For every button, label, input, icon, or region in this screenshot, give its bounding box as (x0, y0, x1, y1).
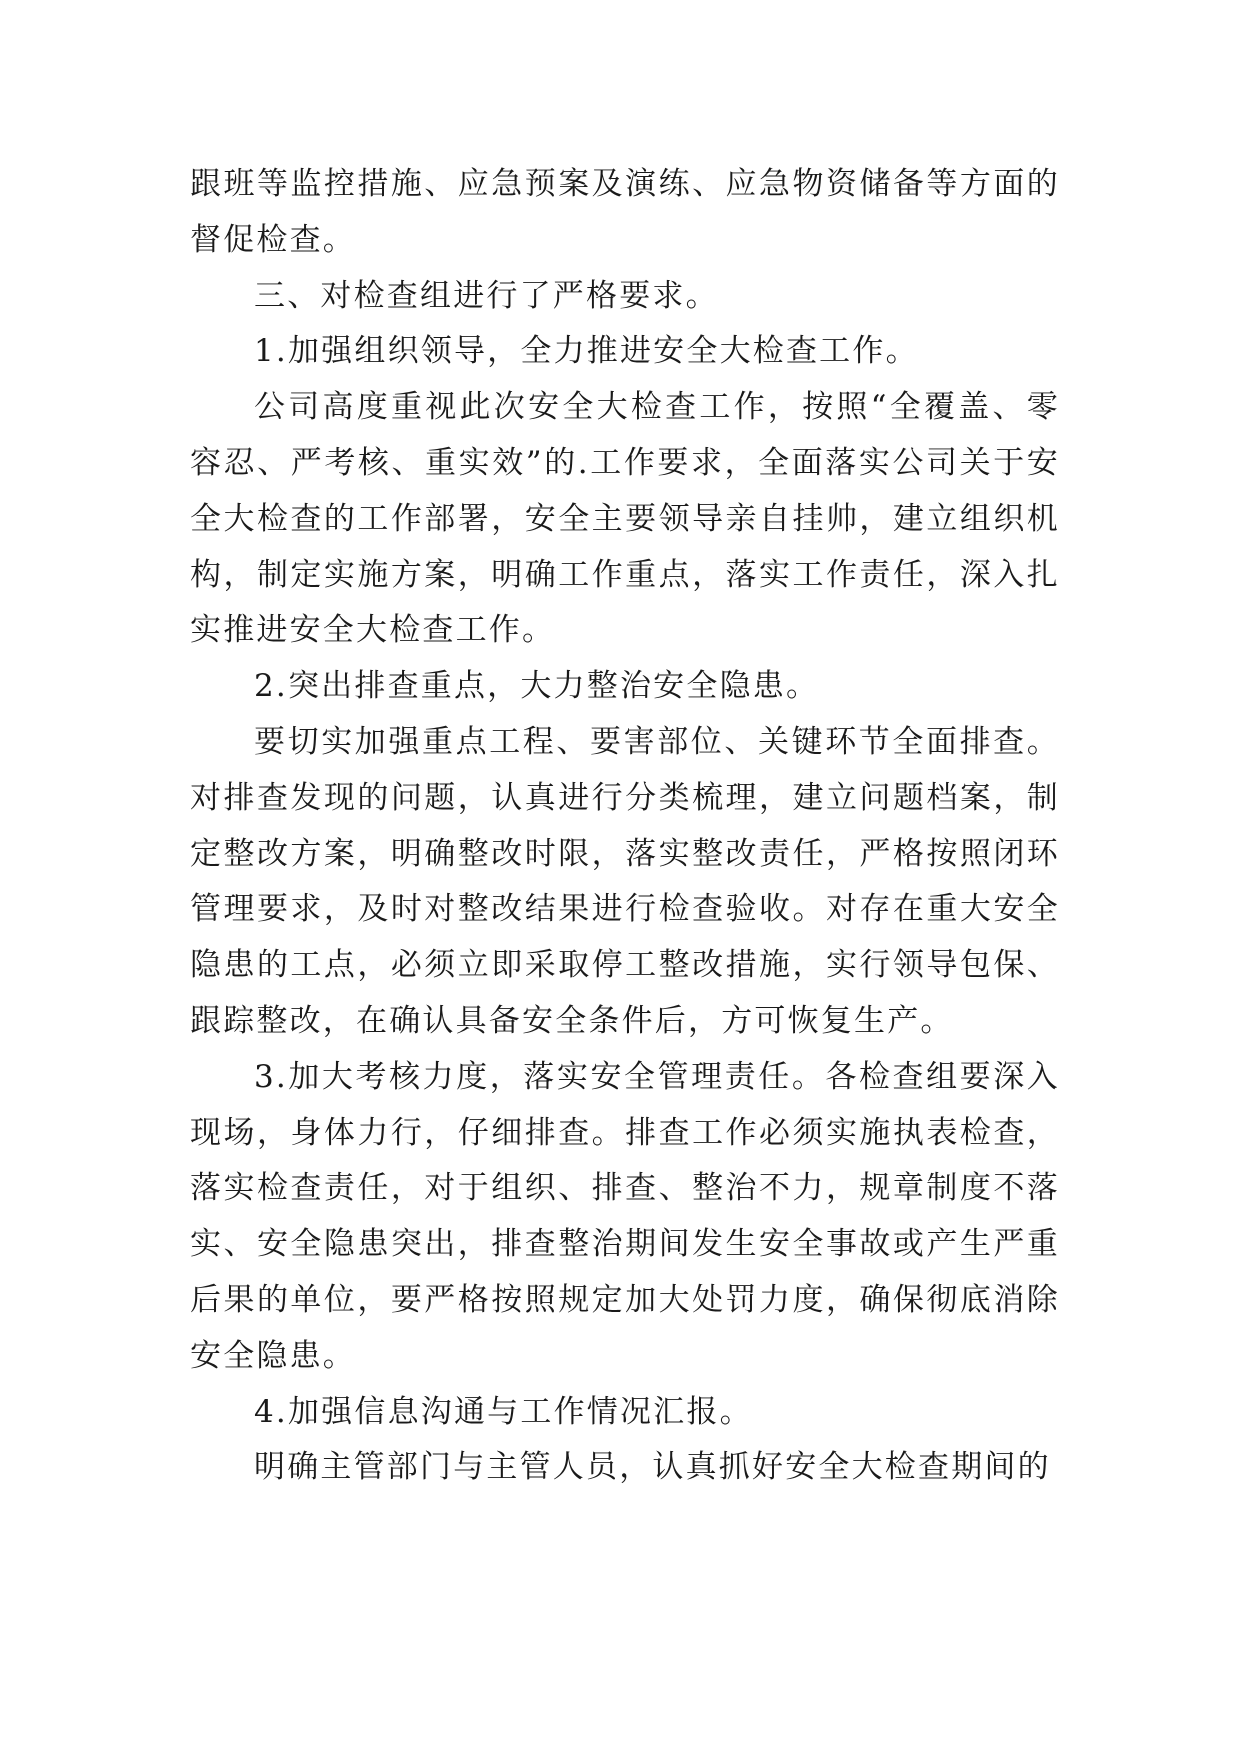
paragraph-1: 公司高度重视此次安全大检查工作，按照“全覆盖、零容忍、严考核、重实效”的.工作要求，全面落实公司关于安全大检查的工作部署，安全主要领导亲自挂帅，建立组织机构，制定实施方案，明确工作重点，落实工作责任，深入扎实推进安全大检查工作。 (190, 389, 1060, 649)
paragraph-continuation: 跟班等监控措施、应急预案及演练、应急物资储备等方面的督促检查。 (190, 166, 1060, 258)
subheading-1: 1.加强组织领导，全力推进安全大检查工作。 (254, 333, 919, 370)
document-body (190, 157, 1060, 1496)
paragraph-4: 明确主管部门与主管人员，认真抓好安全大检查期间的 (254, 1449, 1051, 1486)
subheading-4: 4.加强信息沟通与工作情况汇报。 (254, 1393, 753, 1430)
subheading-2: 2.突出排查重点，大力整治安全隐患。 (254, 668, 820, 705)
section-heading-three: 三、对检查组进行了严格要求。 (254, 277, 719, 314)
paragraph-3: 3.加大考核力度，落实安全管理责任。各检查组要深入现场，身体力行，仔细排查。排查工作必须实施执表检查，落实检查责任，对于组织、排查、整治不力，规章制度不落实、安全隐患突出，排查整治期间发生安全事故或产生严重后果的单位，要严格按照规定加大处罚力度，确保彻底消除安全隐患。 (190, 1058, 1060, 1374)
paragraph-2: 要切实加强重点工程、要害部位、关键环节全面排查。对排查发现的问题，认真进行分类梳理，建立问题档案，制定整改方案，明确整改时限，落实整改责任，严格按照闭环管理要求，及时对整改结果进行检查验收。对存在重大安全隐患的工点，必须立即采取停工整改措施，实行领导包保、跟踪整改，在确认具备安全条件后，方可恢复生产。 (190, 723, 1060, 1039)
